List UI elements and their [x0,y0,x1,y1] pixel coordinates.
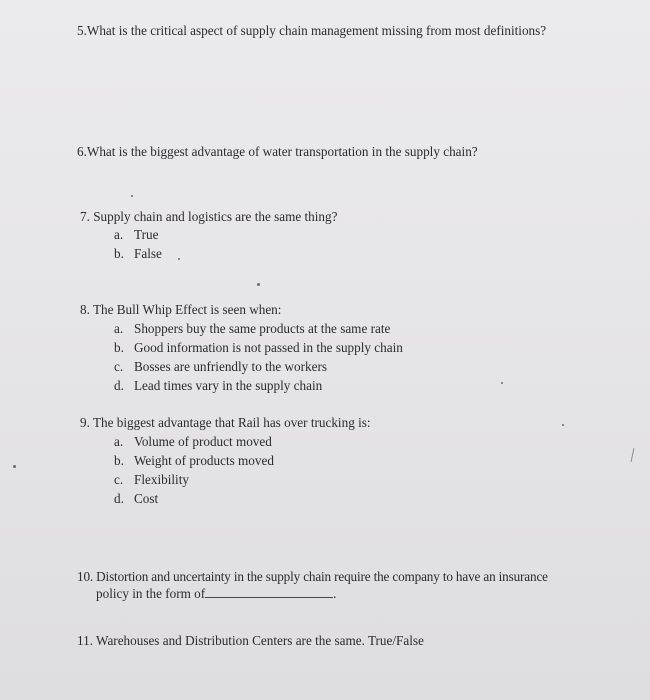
option-9d [114,490,158,508]
question-7: 7. Supply chain and logistics are the same thing? [80,209,338,224]
option-letter: a. [114,321,124,336]
question-10-prompt: policy in the form of [96,586,206,601]
question-5: 5.What is the critical aspect of supply chain management missing from most definitions? [77,23,547,38]
dust-speck [13,465,16,468]
option-letter: c. [114,359,124,374]
question-6: 6.What is the biggest advantage of water transportation in the supply chain? [77,144,478,159]
question-8: 8. The Bull Whip Effect is seen when: [80,302,282,317]
option-letter: d. [114,491,124,506]
option-label: Shoppers buy the same products at the same rate [134,321,391,336]
option-7a [114,226,158,244]
option-label: Volume of product moved [134,434,272,449]
dust-speck [131,195,133,197]
option-label: Bosses are unfriendly to the workers [134,359,328,374]
option-8c [114,358,327,376]
answer-blank [205,586,333,598]
dust-speck [562,424,564,426]
question-11: 11. Warehouses and Distribution Centers are the same. True/False [77,633,424,648]
dust-speck [178,258,180,260]
option-label: Weight of products moved [134,453,274,468]
option-label: False [134,246,162,261]
pencil-mark [631,448,635,462]
option-8a [114,320,390,338]
option-letter: b. [114,246,124,261]
option-label: True [134,227,159,242]
option-9a [114,433,272,451]
option-letter: c. [114,472,124,487]
question-10-line-1: 10. Distortion and uncertainty in the supply chain require the company to have an insurance [77,569,548,584]
option-letter: a. [114,227,124,242]
question-9: 9. The biggest advantage that Rail has over trucking is: [80,415,371,430]
question-10-line-2 [96,585,336,603]
option-9c [114,471,189,489]
dust-speck [257,283,260,286]
question-10-period: . [333,586,337,601]
option-9b [114,452,274,470]
dust-speck [501,382,503,384]
option-label: Good information is not passed in the supply chain [134,340,403,355]
option-letter: b. [114,453,124,468]
option-label: Cost [134,491,159,506]
option-label: Flexibility [134,472,189,487]
option-letter: a. [114,434,124,449]
option-letter: b. [114,340,124,355]
option-8d [114,377,322,395]
option-label: Lead times vary in the supply chain [134,378,323,393]
option-letter: d. [114,378,124,393]
option-7b [114,245,162,263]
option-8b [114,339,403,357]
